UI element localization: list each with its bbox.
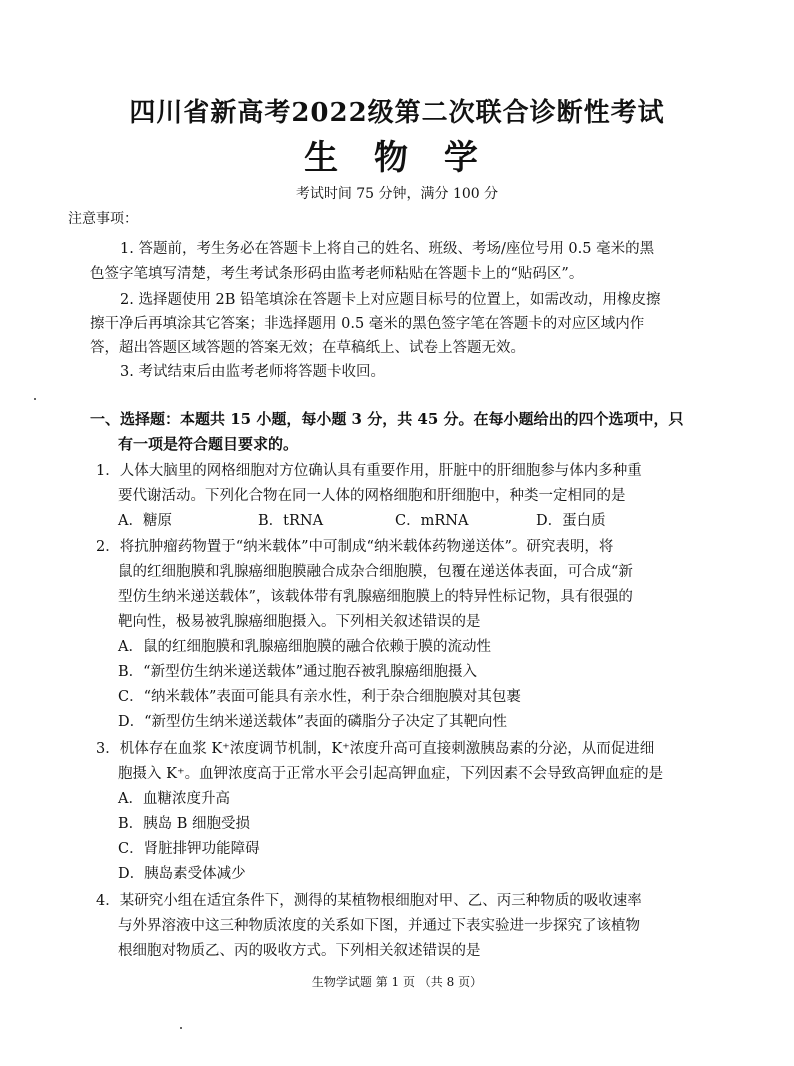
notice-item-2-line-2: 擦干净后再填涂其它答案；非选择题用 0.5 毫米的黑色签字笔在答题卡的对应区域内作 [90,316,645,332]
question-2-option-d: D．“新型仿生纳米递送载体”表面的磷脂分子决定了其靶向性 [118,714,507,730]
question-2-line-1: 2．将抗肿瘤药物置于“纳米载体”中可制成“纳米载体药物递送体”。研究表明，将 [96,539,614,555]
section-1-heading-line-1: 一、选择题：本题共 15 小题，每小题 3 分，共 45 分。在每小题给出的四个选项中，只 [90,410,684,428]
question-3-line-1: 3．机体存在血浆 K⁺浓度调节机制，K⁺浓度升高可直接刺激胰岛素的分泌，从而促进细 [96,741,655,757]
notice-item-2-line-1: 2. 选择题使用 2B 铅笔填涂在答题卡上对应题目标号的位置上，如需改动，用橡皮擦 [120,292,661,308]
page-footer: 生物学试题 第 1 页 （共 8 页） [311,975,483,989]
question-1-option-d: D．蛋白质 [536,513,606,529]
question-2-line-2: 鼠的红细胞膜和乳腺癌细胞膜融合成杂合细胞膜，包覆在递送体表面，可合成“新 [118,564,633,580]
question-4-line-2: 与外界溶液中这三种物质浓度的关系如下图，并通过下表实验进一步探究了该植物 [118,918,640,934]
question-2-option-a: A．鼠的红细胞膜和乳腺癌细胞膜的融合依赖于膜的流动性 [118,639,491,655]
question-4-line-1: 4．某研究小组在适宜条件下，测得的某植物根细胞对甲、乙、丙三种物质的吸收速率 [96,893,642,909]
question-2-option-b: B．“新型仿生纳米递送载体”通过胞吞被乳腺癌细胞摄入 [118,664,477,680]
subject-title: 生 物 学 [304,138,490,178]
notice-heading: 注意事项： [68,211,138,227]
scan-speck [180,1027,182,1029]
question-1-option-b: B．tRNA [258,513,324,529]
question-2-line-3: 型仿生纳米递送载体”，该载体带有乳腺癌细胞膜上的特异性标记物，具有很强的 [118,589,633,605]
exam-info: 考试时间 75 分钟，满分 100 分 [295,186,499,202]
question-1-options [0,509,794,529]
question-1-line-1: 1．人体大脑里的网格细胞对方位确认具有重要作用，肝脏中的肝细胞参与体内多种重 [96,463,642,479]
notice-item-3: 3. 考试结束后由监考老师将答题卡收回。 [120,364,385,380]
question-1-option-a: A．糖原 [118,513,172,529]
question-2-line-4: 靶向性，极易被乳腺癌细胞摄入。下列相关叙述错误的是 [118,614,481,630]
question-3-line-2: 胞摄入 K⁺。血钾浓度高于正常水平会引起高钾血症，下列因素不会导致高钾血症的是 [118,766,664,782]
notice-item-2-line-3: 答，超出答题区域答题的答案无效；在草稿纸上、试卷上答题无效。 [90,340,525,356]
question-3-option-a: A．血糖浓度升高 [118,791,230,807]
question-1-line-2: 要代谢活动。下列化合物在同一人体的网格细胞和肝细胞中，种类一定相同的是 [118,488,626,504]
question-4-line-3: 根细胞对物质乙、丙的吸收方式。下列相关叙述错误的是 [118,943,481,959]
question-2-option-c: C．“纳米载体”表面可能具有亲水性，利于杂合细胞膜对其包裹 [118,689,521,705]
section-1-heading-line-2: 有一项是符合题目要求的。 [118,435,299,453]
question-3-option-c: C．肾脏排钾功能障碍 [118,841,260,857]
notice-item-1-line-1: 1. 答题前，考生务必在答题卡上将自己的姓名、班级、考场/座位号用 0.5 毫米的黑 [120,241,655,257]
question-3-option-b: B．胰岛 B 细胞受损 [118,816,251,832]
scan-speck [34,398,36,400]
exam-title: 四川省新高考2022级第二次联合诊断性考试 [129,98,665,128]
question-1-option-c: C．mRNA [395,513,469,529]
notice-item-1-line-2: 色签字笔填写清楚，考生考试条形码由监考老师粘贴在答题卡上的“贴码区”。 [90,266,584,282]
question-3-option-d: D．胰岛素受体减少 [118,866,246,882]
